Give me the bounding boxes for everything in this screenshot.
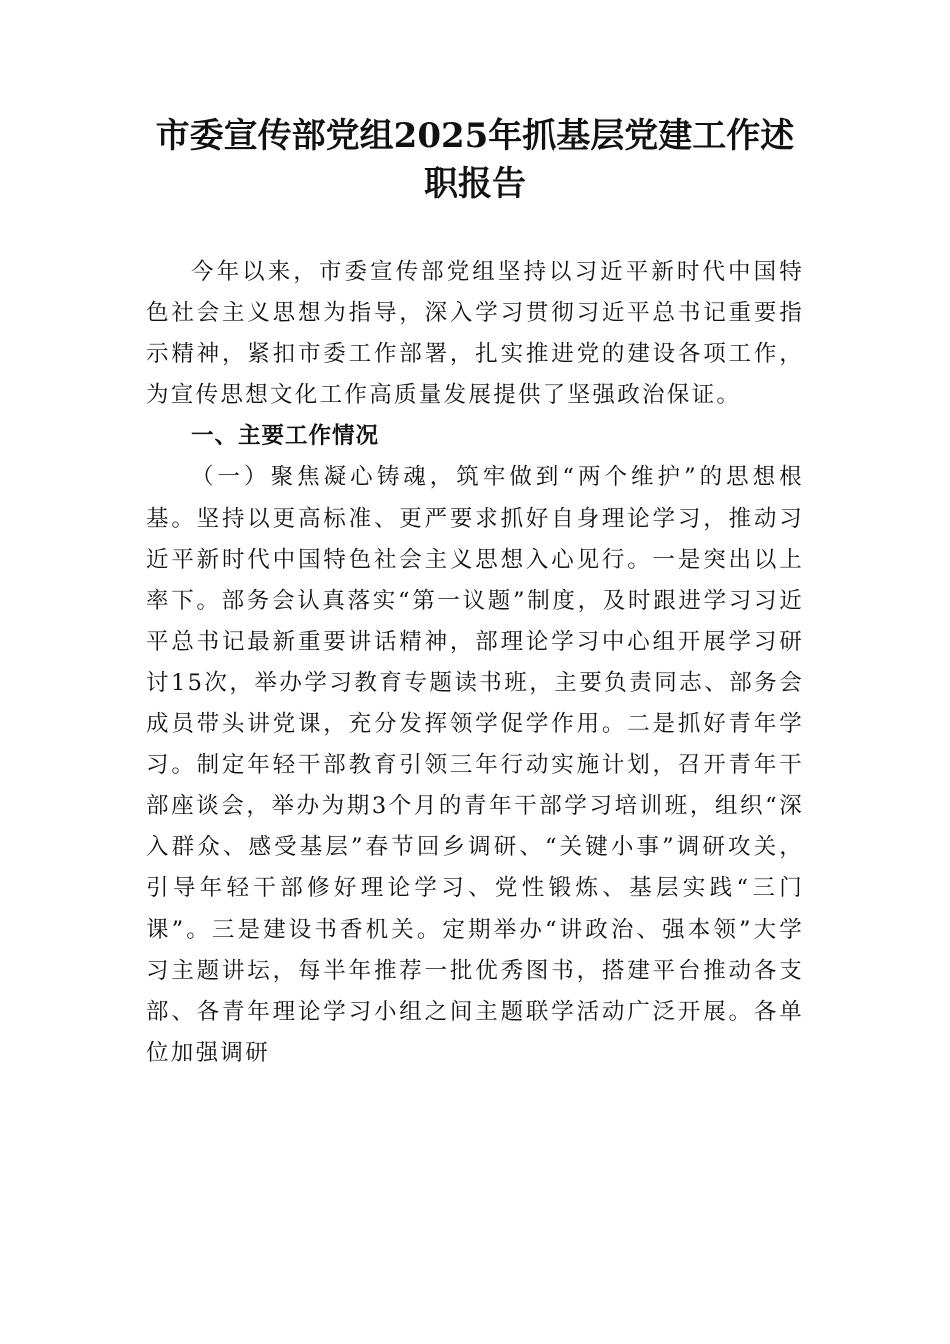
document-body — [146, 252, 804, 1074]
intro-paragraph: 今年以来，市委宣传部党组坚持以习近平新时代中国特色社会主义思想为指导，深入学习贯彻习近平总书记重要指示精神，紧扣市委工作部署，扎实推进党的建设各项工作，为宣传思想文化工作高质量发展提供了坚强政治保证。 — [146, 259, 804, 409]
section-heading: 一、主要工作情况 — [191, 423, 380, 450]
document-title: 市委宣传部党组2025年抓基层党建工作述职报告 — [155, 116, 795, 204]
subsection-paragraph: （一）聚焦凝心铸魂，筑牢做到“两个维护”的思想根基。坚持以更高标准、更严要求抓好自身理论学习，推动习近平新时代中国特色社会主义思想入心见行。一是突出以上率下。部务会认真落实“第一议题”制度，及时跟进学习习近平总书记最新重要讲话精神，部理论学习中心组开展学习研讨15次，举办学习教育专题读书班，主要负责同志、部务会成员带头讲党课，充分发挥领学促学作用。二是抓好青年学习。制定年轻干部教育引领三年行动实施计划，召开青年干部座谈会，举办为期3个月的青年干部学习培训班，组织“深入群众、感受基层”春节回乡调研、“关键小事”调研攻关，引导年轻干部修好理论学习、党性锻炼、基层实践“三门课”。三是建设书香机关。定期举办“讲政治、强本领”大学习主题讲坛，每半年推荐一批优秀图书，搭建平台推动各支部、各青年理论学习小组之间主题联学活动广泛开展。各单位加强调研 — [146, 464, 804, 1066]
